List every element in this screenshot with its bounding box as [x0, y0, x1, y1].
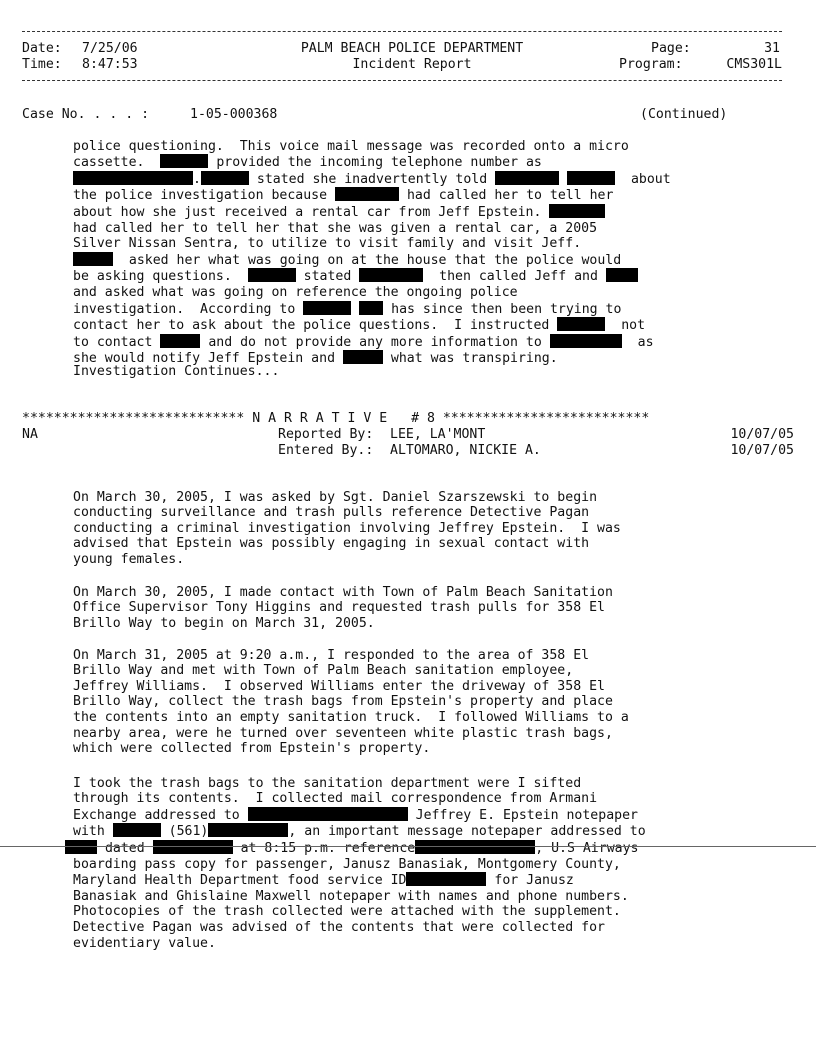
redaction-box — [359, 301, 383, 315]
redaction-box — [160, 334, 200, 348]
text-line: conducting a criminal investigation involving Jeffrey Epstein. I was — [73, 520, 621, 536]
text-line: Jeffrey Williams. I observed Williams enter the driveway of 358 El — [73, 678, 605, 694]
redaction-box — [303, 301, 351, 315]
header-top-rule — [22, 31, 782, 32]
case-number: 1-05-000368 — [190, 107, 278, 122]
redaction-box — [550, 334, 622, 348]
investigation-continues: Investigation Continues... — [73, 364, 280, 379]
redaction-box — [557, 317, 605, 331]
text-line: which were collected from Epstein's property. — [73, 741, 431, 757]
text-line: Detective Pagan was advised of the contents that were collected for — [73, 919, 605, 935]
redaction-box — [606, 268, 638, 282]
text-line: young females. — [73, 551, 185, 567]
page-label: Page: — [651, 41, 691, 56]
redaction-box — [406, 872, 486, 886]
text-line: Maryland Health Department food service ID for Janusz — [73, 873, 574, 889]
header-bottom-rule — [22, 80, 782, 81]
text-line: Exchange addressed to Jeffrey E. Epstein notepaper — [73, 807, 638, 823]
continued-paragraph — [73, 123, 671, 398]
text-line: Office Supervisor Tony Higgins and requested trash pulls for 358 El — [73, 600, 605, 616]
text-line: the contents into an empty sanitation truck. I followed Williams to a — [73, 709, 629, 725]
redaction-box — [495, 171, 559, 185]
text-line: Silver Nissan Sentra, to utilize to visit family and visit Jeff. — [73, 236, 582, 252]
entered-label: Entered By.: — [278, 443, 374, 458]
report-date: 7/25/06 — [82, 41, 138, 56]
scan-artifact-line — [0, 846, 816, 847]
narrative-paragraph-4 — [73, 760, 646, 982]
report-type: Incident Report — [352, 57, 472, 72]
program-label: Program: — [619, 57, 683, 72]
text-line: Banasiak and Ghislaine Maxwell notepaper with names and phone numbers. — [73, 888, 629, 904]
entered-by: ALTOMARO, NICKIE A. — [390, 443, 541, 458]
text-line: asked her what was going on at the house that the police would — [73, 252, 671, 269]
text-line: through its contents. I collected mail correspondence from Armani — [73, 791, 598, 807]
text-line: and asked what was going on reference the ongoing police — [73, 284, 518, 300]
text-line: Brillo Way to begin on March 31, 2005. — [73, 615, 375, 631]
department-name: PALM BEACH POLICE DEPARTMENT — [300, 41, 524, 56]
entered-date: 10/07/05 — [730, 443, 794, 458]
text-line: with (561) , an important message notepaper addressed to — [73, 824, 646, 840]
redaction-box — [549, 204, 605, 218]
text-line: investigation. According to has since then been trying to — [73, 301, 622, 317]
narrative-title: N A R R A T I V E — [252, 411, 388, 426]
text-line: boarding pass copy for passenger, Janusz Banasiak, Montgomery County, — [73, 856, 621, 872]
redaction-box — [248, 807, 408, 821]
redaction-box — [335, 187, 399, 201]
reported-by: LEE, LA'MONT — [390, 427, 486, 442]
redaction-box — [73, 171, 193, 185]
text-line: advised that Epstein was possibly engaging in sexual contact with — [73, 536, 590, 552]
text-line: Photocopies of the trash collected were attached with the supplement. — [73, 904, 621, 920]
date-label: Date: — [22, 41, 62, 56]
stars-right: ************************** — [442, 411, 650, 426]
text-line: be asking questions. stated then called Jeff and — [73, 268, 671, 285]
text-line: to contact and do not provide any more information to as — [73, 334, 654, 350]
text-line: she would notify Jeff Epstein and what was transpiring. — [73, 351, 558, 367]
narrative-code: NA — [22, 427, 38, 442]
text-line: On March 30, 2005, I made contact with Town of Palm Beach Sanitation — [73, 584, 613, 600]
time-label: Time: — [22, 57, 62, 72]
stars-left: **************************** — [22, 411, 245, 426]
text-line: contact her to ask about the police questions. I instructed not — [73, 318, 646, 334]
text-line: the police investigation because had called her to tell her — [73, 188, 614, 204]
report-time: 8:47:53 — [82, 57, 138, 72]
case-label: Case No. . . . : — [22, 107, 150, 122]
text-line: . stated she inadvertently told about — [73, 171, 671, 188]
text-line: nearby area, were he turned over seventeen white plastic trash bags, — [73, 725, 613, 741]
text-line: I took the trash bags to the sanitation department were I sifted — [73, 775, 582, 791]
redaction-box — [343, 350, 383, 364]
text-line: Brillo Way, collect the trash bags from Epstein's property and place — [73, 694, 613, 710]
redaction-box — [113, 823, 161, 837]
continued-label: (Continued) — [640, 107, 728, 122]
reported-label: Reported By: — [278, 427, 374, 442]
redaction-box — [359, 268, 423, 282]
text-line: On March 31, 2005 at 9:20 a.m., I responded to the area of 358 El — [73, 647, 590, 663]
text-line: about how she just received a rental car from Jeff Epstein. — [73, 204, 671, 221]
text-line: cassette. provided the incoming telephone number as — [73, 155, 542, 171]
text-line: had called her to tell her that she was given a rental car, a 2005 — [73, 220, 598, 236]
narrative-number: # 8 — [411, 411, 435, 426]
redaction-box — [201, 171, 249, 185]
program-code: CMS301L — [726, 57, 782, 72]
text-line: On March 30, 2005, I was asked by Sgt. Daniel Szarszewski to begin — [73, 489, 598, 505]
reported-date: 10/07/05 — [730, 427, 794, 442]
text-line: Brillo Way and met with Town of Palm Beach sanitation employee, — [73, 663, 574, 679]
redaction-box — [208, 823, 288, 837]
text-line: dated at 8:15 p.m. reference , U.S Airways — [65, 840, 646, 857]
text-line: conducting surveillance and trash pulls reference Detective Pagan — [73, 505, 590, 521]
text-line: evidentiary value. — [73, 935, 216, 951]
narrative-heading — [22, 411, 649, 427]
page-number: 31 — [764, 41, 780, 56]
redaction-box — [73, 252, 113, 266]
text-line: police questioning. This voice mail message was recorded onto a micro — [73, 138, 629, 154]
redaction-box — [248, 268, 296, 282]
redaction-box — [567, 171, 615, 185]
redaction-box — [160, 154, 208, 168]
